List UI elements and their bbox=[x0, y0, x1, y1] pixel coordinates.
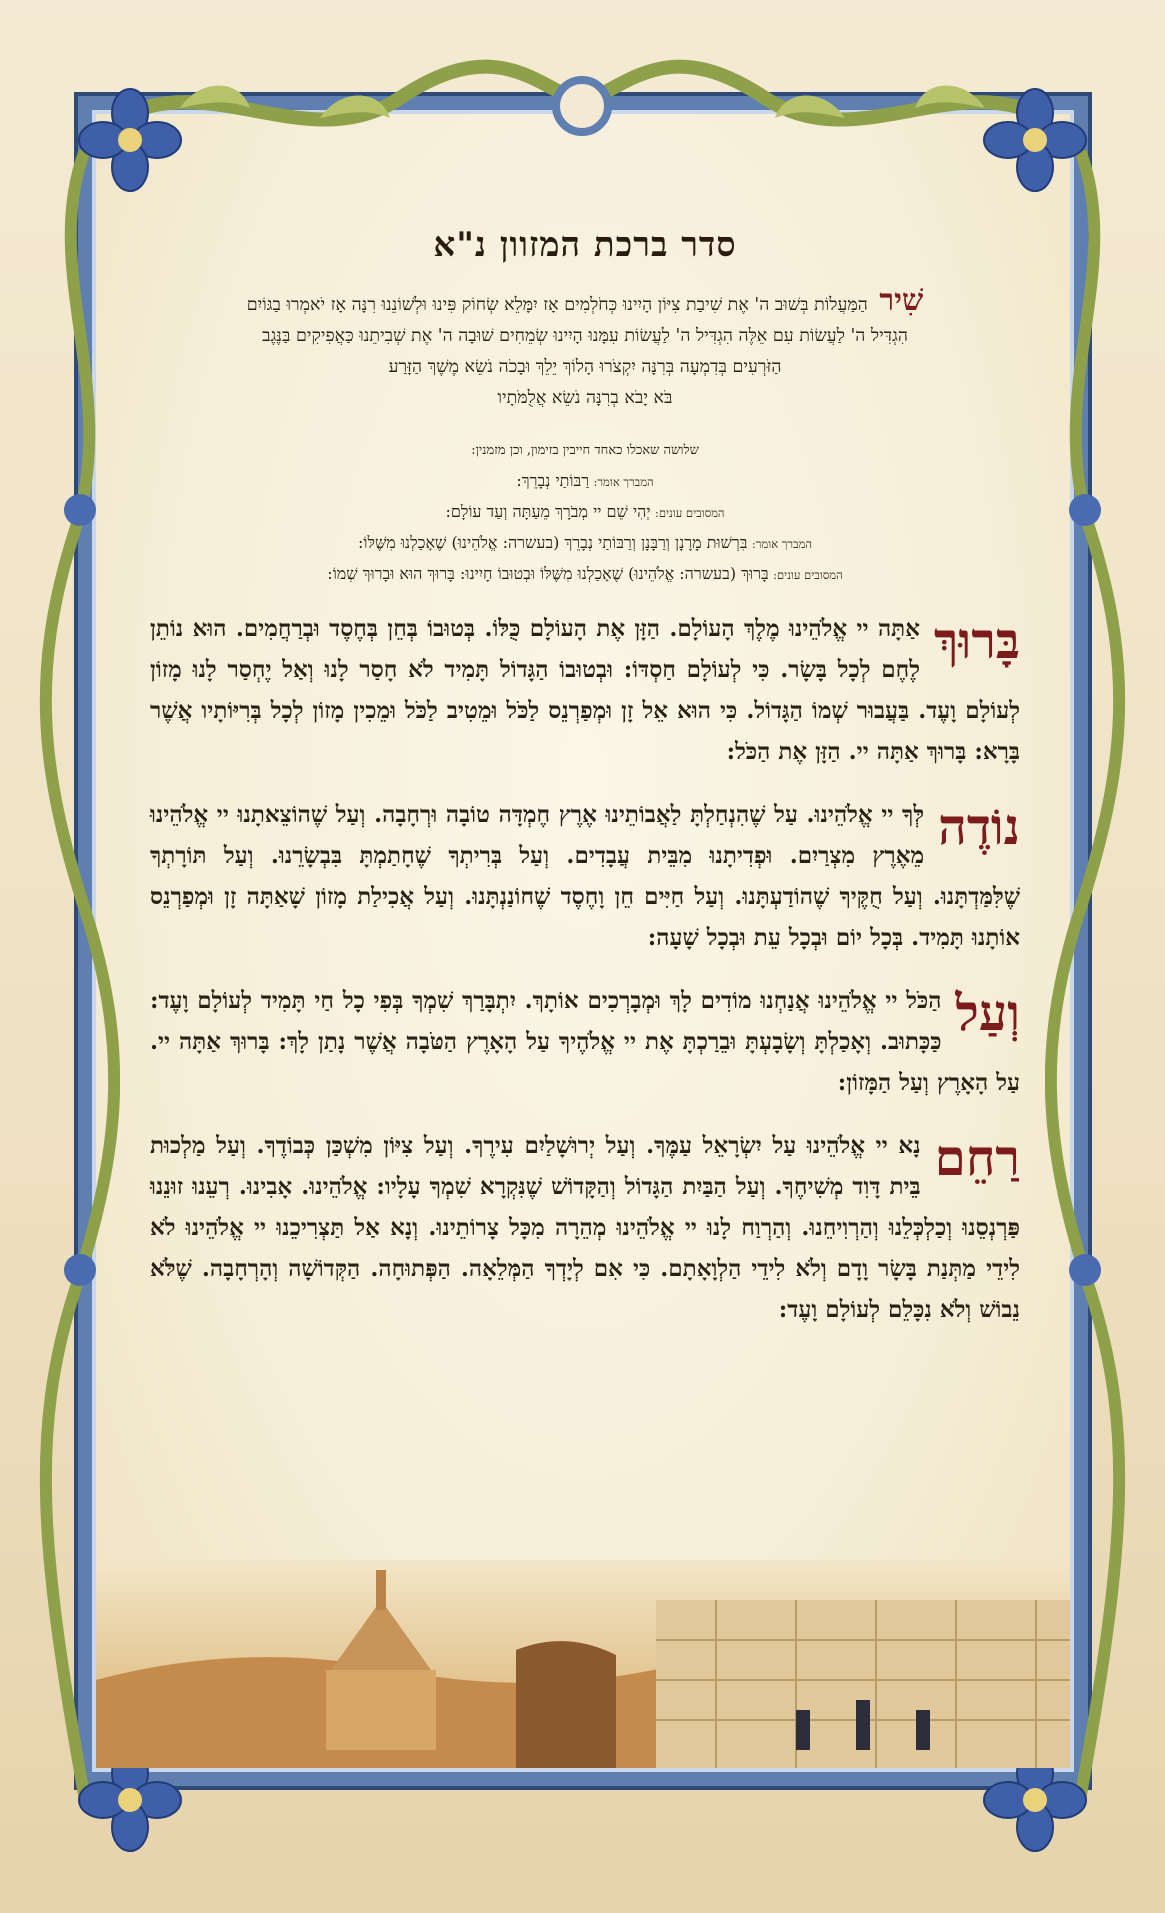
zimun-row-label: המברך אומר: bbox=[593, 475, 654, 489]
left-vine-icon bbox=[30, 150, 120, 1800]
shir-lead-word: שִׁיר bbox=[879, 283, 924, 318]
shir-line: הַזֹּרְעִים בְּדִמְעָה בְּרִנָּה יִקְצֹרוּ הָלוֹךְ יֵלֵךְ וּבָכֹה נֹשֵׂא מֶשֶׁךְ הַזָּרַע bbox=[388, 357, 782, 377]
zimun-row-text: בִּרְשׁוּת מָרָנָן וְרַבָּנָן וְרַבּוֹתַי נְבָרֵךְ (בעשרה: אֱלֹהֵינוּ) שֶׁאָכַלְנוּ מִשֶּׁלּוֹ: bbox=[357, 533, 748, 552]
zimun-row-text: בָּרוּךְ (בעשרה: אֱלֹהֵינוּ) שֶׁאָכַלְנוּ מִשֶּׁלּוֹ וּבְטוּבוֹ חָיִינוּ: בָּרוּךְ הוּא וּבָרוּךְ שְׁמוֹ: bbox=[327, 564, 769, 583]
blessing-lead-word: וְעַל bbox=[955, 983, 1020, 1042]
shir-line: הִגְדִּיל ה' לַעֲשׂוֹת עִם אֵלֶּה הִגְדִּיל ה' לַעֲשׂוֹת עִמָּנוּ הָיִינוּ שְׂמֵחִים שׁוּבָה ה' אֶת שְׁבִיתֵנוּ כַּאֲפִיקִים בַּנֶּגֶב bbox=[262, 326, 908, 346]
prayer-content bbox=[150, 225, 1020, 1352]
blessing-text: לְּךָ יי אֱלֹהֵינוּ. עַל שֶׁהִנְחַלְתָּ לַאֲבוֹתֵינוּ אֶרֶץ חֶמְדָּה טוֹבָה וּרְחָבָה. וְעַל שֶׁהוֹצֵאתָנוּ יי אֱלֹהֵינוּ מֵאֶרֶץ מִצְרַיִם. וּפְדִיתָנוּ מִבֵּית עֲבָדִים. וְעַל בְּרִיתְךָ שֶׁחָתַמְתָּ בִּבְשָׂרֵנוּ. וְעַל תּוֹרָתְךָ שֶׁלִּמַּדְתָּנוּ. וְעַל חֻקֶּיךָ שֶׁהוֹדַעְתָּנוּ. וְעַל חַיִּים חֵן וָחֶסֶד שֶׁחוֹנַנְתָּנוּ. וְעַל אֲכִילַת מָזוֹן שָׁאַתָּה זָן וּמְפַרְנֵס אוֹתָנוּ תָּמִיד. בְּכָל יוֹם וּבְכָל עֵת וּבְכָל שָׁעָה: bbox=[150, 801, 1020, 951]
blessing-veal bbox=[150, 980, 1020, 1103]
blessing-lead-word: רַחֵם bbox=[934, 1128, 1020, 1187]
jerusalem-scene bbox=[96, 1560, 1070, 1768]
zimun-row bbox=[150, 528, 1020, 559]
shir-line: בֹּא יָבֹא בְרִנָּה נֹשֵׂא אֲלֻמֹּתָיו bbox=[497, 388, 673, 408]
zimun-row-text: רַבּוֹתַי נְבָרֵךְ: bbox=[516, 471, 590, 490]
blessing-nodeh bbox=[150, 794, 1020, 958]
top-vine-icon bbox=[60, 58, 1105, 188]
blessing-rachem bbox=[150, 1125, 1020, 1330]
blue-flower-icon bbox=[75, 85, 185, 195]
blessing-text: אַתָּה יי אֱלֹהֵינוּ מֶלֶךְ הָעוֹלָם. הַזָּן אֶת הָעוֹלָם כֻּלּוֹ. בְּטוּבוֹ בְּחֵן בְּחֶסֶד וּבְרַחֲמִים. הוּא נוֹתֵן לֶחֶם לְכָל בָּשָׂר. כִּי לְעוֹלָם חַסְדּוֹ: וּבְטוּבוֹ הַגָּדוֹל תָּמִיד לֹא חָסַר לָנוּ וְאַל יֶחְסַר לָנוּ מָזוֹן לְעוֹלָם וָעֶד. בַּעֲבוּר שְׁמוֹ הַגָּדוֹל. כִּי הוּא אֵל זָן וּמְפַרְנֵס לַכֹּל וּמֵטִיב לַכֹּל וּמֵכִין מָזוֹן לְכָל בְּרִיּוֹתָיו אֲשֶׁר בָּרָא: בָּרוּךְ אַתָּה יי. הַזָּן אֶת הַכֹּל: bbox=[150, 615, 1020, 765]
blessing-text: הַכֹּל יי אֱלֹהֵינוּ אֲנַחְנוּ מוֹדִים לָךְ וּמְבָרְכִים אוֹתָךְ. יִתְבָּרַךְ שִׁמְךָ בְּפִי כָל חַי תָּמִיד לְעוֹלָם וָעֶד: כַּכָּתוּב. וְאָכַלְתָּ וְשָׂבָעְתָּ וּבֵרַכְתָּ אֶת יי אֱלֹהֶיךָ עַל הָאָרֶץ הַטֹּבָה אֲשֶׁר נָתַן לָךְ: בָּרוּךְ אַתָּה יי. עַל הָאָרֶץ וְעַל הַמָּזוֹן: bbox=[150, 987, 1020, 1096]
western-wall-illustration bbox=[656, 1600, 1070, 1768]
zimun-row-label: המברך אומר: bbox=[751, 537, 813, 551]
blessing-lead-word: בָּרוּךְ bbox=[933, 611, 1020, 670]
shir-hamaalot bbox=[150, 285, 1020, 414]
zimun-row-text: יְהִי שֵׁם יי מְבֹרָךְ מֵעַתָּה וְעַד עוֹלָם: bbox=[445, 502, 651, 521]
zimun-row bbox=[150, 466, 1020, 497]
right-vine-icon bbox=[1045, 150, 1135, 1800]
blessing-baruch bbox=[150, 608, 1020, 772]
page-title: סדר ברכת המזוון נ"א bbox=[433, 225, 737, 265]
zimun-row bbox=[150, 559, 1020, 590]
zimun-row bbox=[150, 497, 1020, 528]
blue-flower-icon bbox=[980, 85, 1090, 195]
blessing-text: נָא יי אֱלֹהֵינוּ עַל יִשְׂרָאֵל עַמֶּךָ. וְעַל יְרוּשָׁלַיִם עִירֶךָ. וְעַל צִיּוֹן מִשְׁכַּן כְּבוֹדֶךָ. וְעַל מַלְכוּת בֵּית דָּוִד מְשִׁיחֶךָ. וְעַל הַבַּיִת הַגָּדוֹל וְהַקָּדוֹשׁ שֶׁנִּקְרָא שִׁמְךָ עָלָיו: אֱלֹהֵינוּ. אָבִינוּ. רְעֵנוּ זוּנֵנוּ פַּרְנְסֵנוּ וְכַלְכְּלֵנוּ וְהַרְוִיחֵנוּ. וְהַרְוַח לָנוּ יי אֱלֹהֵינוּ מְהֵרָה מִכָּל צָרוֹתֵינוּ. וְנָא אַל תַּצְרִיכֵנוּ יי אֱלֹהֵינוּ לֹא לִידֵי מַתְּנַת בָּשָׂר וָדָם וְלֹא לִידֵי הַלְוָאָתָם. כִּי אִם לְיָדְךָ הַמְּלֵאָה. הַפְּתוּחָה. הַקְּדוֹשָׁה וְהָרְחָבָה. שֶׁלֹּא נֵבוֹשׁ וְלֹא נִכָּלֵם לְעוֹלָם וָעֶד: bbox=[150, 1132, 1020, 1323]
zimun-row-label: המסובים עונים: bbox=[654, 506, 725, 520]
zimun-intro: שלושה שאכלו כאחד חייבין בזימון, וכן מזמנין: bbox=[471, 443, 699, 458]
shir-line: הַמַּעֲלוֹת בְּשׁוּב ה' אֶת שִׁיבַת צִיּוֹן הָיִינוּ כְּחֹלְמִים אָז יִמָּלֵא שְׂחוֹק פִּינוּ וּלְשׁוֹנֵנוּ רִנָּה אָז יֹאמְרוּ בַגּוֹיִם bbox=[246, 295, 868, 315]
zimun-row-label: המסובים עונים: bbox=[773, 568, 843, 582]
blessing-lead-word: נוֹדֶה bbox=[938, 797, 1020, 856]
zimun-section bbox=[150, 436, 1020, 590]
